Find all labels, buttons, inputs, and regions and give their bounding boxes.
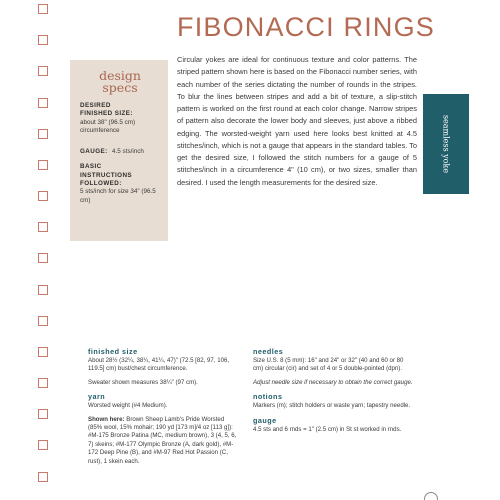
gauge-text: 4.5 sts and 6 rnds = 1" (2.5 cm) in St st worked in rnds. [253, 425, 402, 433]
checkbox[interactable] [38, 253, 48, 263]
desired-size-label-2: FINISHED SIZE: [80, 110, 133, 118]
checkbox[interactable] [38, 409, 48, 419]
checkbox[interactable] [38, 347, 48, 357]
needles-heading: needles [253, 347, 284, 356]
checkbox[interactable] [38, 66, 48, 76]
checkbox[interactable] [38, 440, 48, 450]
gauge-spec [80, 140, 160, 158]
checkbox[interactable] [38, 316, 48, 326]
checkbox[interactable] [38, 191, 48, 201]
gauge-value: 4.5 sts/inch [112, 148, 144, 156]
instructions-spec [80, 163, 160, 205]
gauge-label: GAUGE: [80, 148, 108, 156]
checkbox[interactable] [38, 378, 48, 388]
checkbox-column [38, 0, 50, 500]
checkbox[interactable] [38, 160, 48, 170]
design-specs-heading-line1: design [99, 68, 141, 83]
gauge-heading: gauge [253, 415, 277, 425]
checkbox[interactable] [38, 285, 48, 295]
desired-size-value: about 38" (96.5 cm) circumference [80, 118, 136, 135]
yarn-shown-label: Shown here: [88, 415, 125, 423]
intro-paragraph: Circular yokes are ideal for continuous texture and color patterns. The striped pattern shown here is based on the Fibonacci number series, with each number of the series dictating the number of rounds in the stripes. To blur the lines between stripes and add a bit of texture, a slip-stitch pattern is worked on the first round at each color change. Narrow stripes of pattern also decorate the lower body and sleeves, just above a ribbed edging. The worsted-weight yarn used here looks best knitted at 4.5 stitches/inch, which is not a gauge that appears in the standard tables. To get the desired size, I followed the stitch numbers for a gauge of 5 stitches/inch in a circumference 4" (10 cm), or two sizes, smaller than desired. I used the length measurements for the desired size. [177, 55, 417, 187]
needles-text: Size U.S. 8 (5 mm): 16" and 24" or 32" (40 and 60 or 80 cm) circular (cir) and set of 4 or 5 double-pointed (dpn). [253, 357, 404, 373]
design-specs-heading [80, 70, 160, 94]
instructions-label-1: BASIC [80, 163, 102, 171]
finished-size-heading: finished size [88, 347, 138, 356]
checkbox[interactable] [38, 472, 48, 482]
checkbox[interactable] [38, 35, 48, 45]
instructions-label-3: FOLLOWED: [80, 180, 122, 188]
page-corner-icon [424, 492, 438, 500]
checkbox[interactable] [38, 4, 48, 14]
checkbox[interactable] [38, 98, 48, 108]
section-tab[interactable] [423, 94, 469, 194]
yarn-shown-text: Brown Sheep Lamb's Pride Worsted (85% wool, 15% mohair; 190 yd [173 m]/4 oz [113 g]): #M-175 Bronze Patina (MC, medium brown), 3 (4, 5, 6, 7) skeins; #M-177 Olympic Bronze (A, dark gold), #M-172 Deep Pine (B), and #M-97 Red Hot Passion (C, rust), 1 skein each. [88, 415, 237, 465]
finished-size-shown: Sweater shown measures 38¼" (97 cm). [88, 378, 198, 386]
checkbox[interactable] [38, 129, 48, 139]
yarn-heading: yarn [88, 392, 106, 402]
page-title: FIBONACCI RINGS [177, 12, 436, 42]
notions-text: Markers (m); stitch holders or waste yarn; tapestry needle. [253, 402, 411, 410]
finished-size-text: About 28½ (32¼, 38¼, 41¼, 47)" (72.5 [82, 97, 106, 119.5] cm) bust/chest circumference. [88, 357, 230, 373]
design-specs-box [70, 60, 168, 241]
yarn-weight: Worsted weight (#4 Medium). [88, 402, 168, 410]
desired-size-label-1: DESIRED [80, 102, 111, 109]
design-specs-heading-line2: specs [102, 80, 138, 95]
materials-right-column [253, 347, 413, 439]
yarn-shown [88, 416, 238, 466]
desired-size-spec [80, 102, 160, 135]
instructions-label-2: INSTRUCTIONS [80, 171, 133, 179]
instructions-value: 5 sts/inch for size 34" (96.5 cm) [80, 188, 156, 204]
notions-heading: notions [253, 392, 283, 402]
needles-adjust-note: Adjust needle size if necessary to obtain the correct gauge. [253, 378, 413, 386]
section-tab-label: seamless yoke [441, 114, 451, 174]
materials-left-column [88, 347, 238, 471]
checkbox[interactable] [38, 222, 48, 232]
